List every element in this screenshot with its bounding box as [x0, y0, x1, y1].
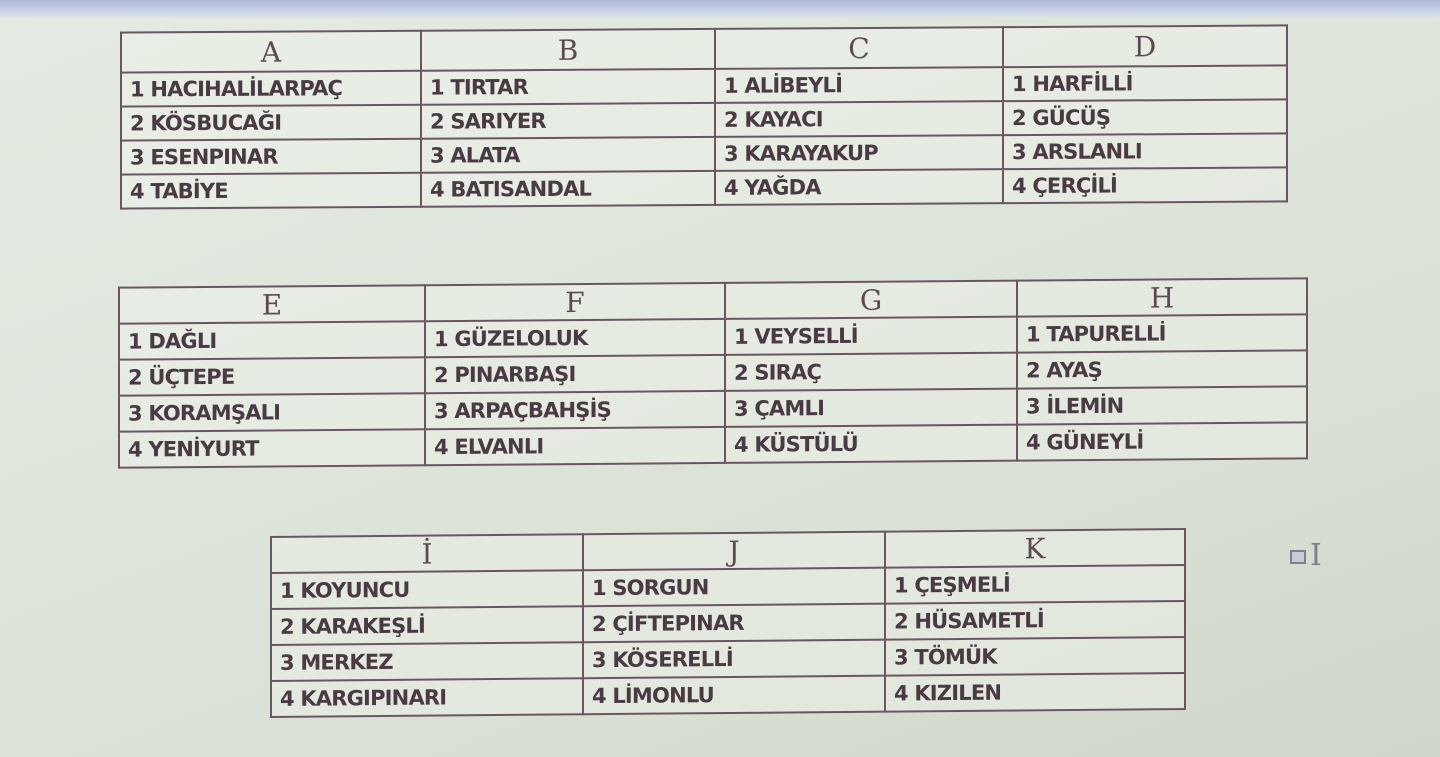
- table-cell: 1 TIRTAR: [421, 69, 715, 105]
- table-cell: 3 KORAMŞALI: [119, 393, 425, 431]
- table-cell: 4 YAĞDA: [715, 169, 1003, 205]
- table-cell: 3 ARPAÇBAHŞİŞ: [425, 391, 725, 429]
- table-cell: 4 LİMONLU: [583, 676, 885, 715]
- column-header-f: F: [425, 283, 725, 321]
- table-cell: 3 ALATA: [421, 137, 715, 173]
- column-header-h: H: [1017, 278, 1307, 316]
- header-row: [121, 25, 1287, 72]
- table-cell: 1 VEYSELLİ: [725, 317, 1017, 355]
- table-row: [121, 167, 1287, 208]
- table-cell: 2 AYAŞ: [1017, 350, 1307, 388]
- table-cell: 1 HACIHALİLARPAÇ: [121, 71, 421, 107]
- table-cell: 3 KÖSERELLİ: [583, 640, 885, 679]
- table-cell: 2 PINARBAŞI: [425, 355, 725, 393]
- column-header-b: B: [421, 29, 715, 71]
- table-cell: 1 GÜZELOLUK: [425, 319, 725, 357]
- table-cell: 2 HÜSAMETLİ: [885, 601, 1185, 640]
- table-cell: 3 İLEMİN: [1017, 386, 1307, 424]
- table-cell: 4 TABİYE: [121, 173, 421, 209]
- column-header-a: A: [121, 31, 421, 73]
- table-cell: 4 ELVANLI: [425, 427, 725, 465]
- table-cell: 1 ÇEŞMELİ: [885, 565, 1185, 604]
- table-cell: 4 YENİYURT: [119, 429, 425, 467]
- table-cell: 4 KARGIPINARI: [271, 678, 583, 717]
- table-row: [271, 673, 1185, 717]
- table-cell: 2 ÇİFTEPINAR: [583, 604, 885, 643]
- table-i-k: [270, 528, 1186, 718]
- text-cursor-icon: I: [1290, 538, 1324, 573]
- table-cell: 2 GÜCÜŞ: [1003, 99, 1287, 135]
- table-cell: 4 BATISANDAL: [421, 171, 715, 207]
- table-cell: 4 GÜNEYLİ: [1017, 422, 1307, 460]
- table-cell: 4 KIZILEN: [885, 673, 1185, 712]
- column-header-g: G: [725, 281, 1017, 319]
- column-header-k: K: [885, 529, 1185, 568]
- table-cell: 3 ESENPINAR: [121, 139, 421, 175]
- column-header-d: D: [1003, 25, 1287, 67]
- table-cell: 1 HARFİLLİ: [1003, 65, 1287, 101]
- table-cell: 1 SORGUN: [583, 568, 885, 607]
- table-cell: 3 TÖMÜK: [885, 637, 1185, 676]
- table-cell: 2 SIRAÇ: [725, 353, 1017, 391]
- table-cell: 3 ÇAMLI: [725, 389, 1017, 427]
- table-cell: 1 KOYUNCU: [271, 570, 583, 609]
- table-cell: 2 KAYACI: [715, 101, 1003, 137]
- table-cell: 4 KÜSTÜLÜ: [725, 425, 1017, 463]
- top-edge-band: [0, 0, 1440, 18]
- table-cell: 1 DAĞLI: [119, 321, 425, 359]
- table-cell: 4 ÇERÇİLİ: [1003, 167, 1287, 203]
- table-cell: 1 ALİBEYLİ: [715, 67, 1003, 103]
- column-header-i: İ: [271, 534, 583, 573]
- table-a-d: [120, 24, 1288, 209]
- table-cell: 1 TAPURELLİ: [1017, 314, 1307, 352]
- table-cell: 2 KÖSBUCAĞI: [121, 105, 421, 141]
- table-cell: 3 ARSLANLI: [1003, 133, 1287, 169]
- column-header-j: J: [583, 532, 885, 571]
- table-cell: 2 ÜÇTEPE: [119, 357, 425, 395]
- column-header-c: C: [715, 27, 1003, 69]
- table-cell: 2 KARAKEŞLİ: [271, 606, 583, 645]
- table-cell: 3 MERKEZ: [271, 642, 583, 681]
- table-cell: 3 KARAYAKUP: [715, 135, 1003, 171]
- table-cell: 2 SARIYER: [421, 103, 715, 139]
- table-e-h: [118, 277, 1308, 468]
- column-header-e: E: [119, 285, 425, 323]
